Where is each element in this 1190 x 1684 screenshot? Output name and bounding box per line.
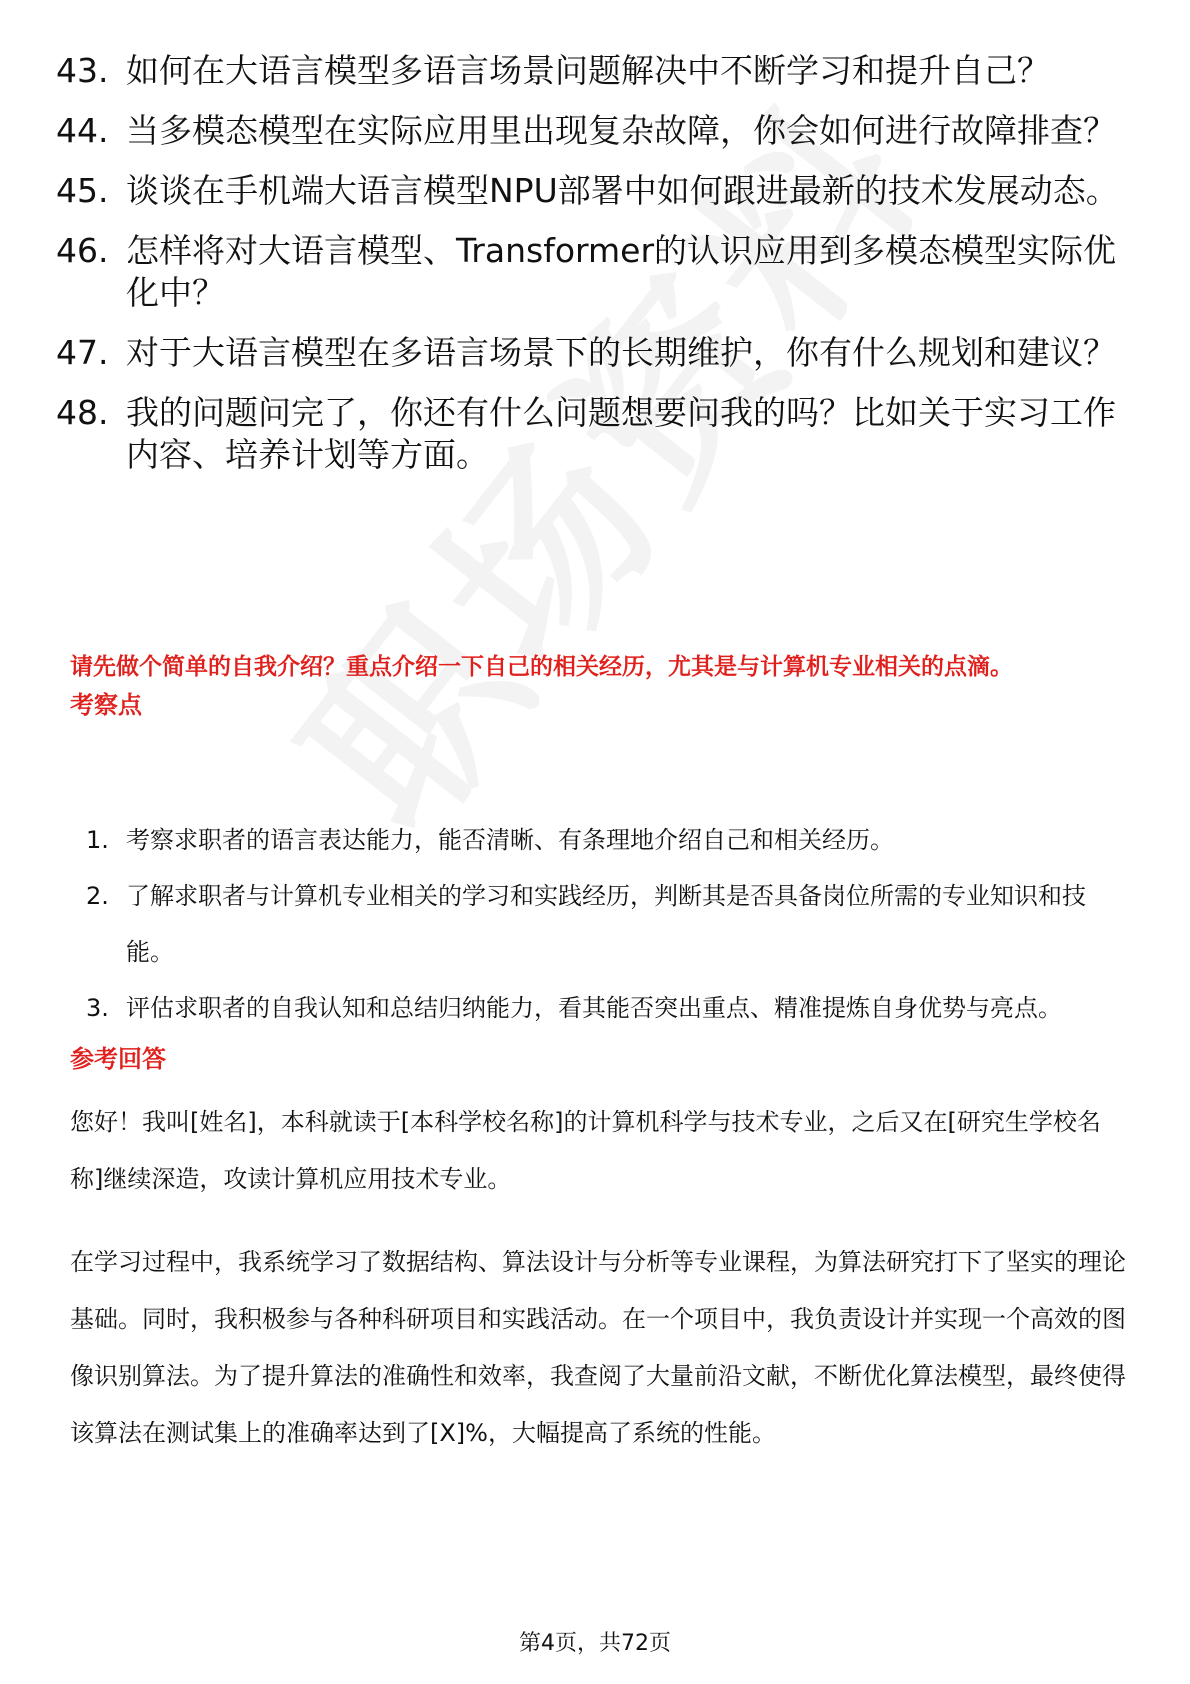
question-number: 44. [56, 111, 109, 150]
question-text: 我的问题问完了，你还有什么问题想要问我的吗？比如关于实习工作内容、培养计划等方面。 [126, 393, 1116, 474]
question-item [56, 230, 1136, 314]
assessment-list [86, 812, 1126, 1036]
assessment-text: 考察求职者的语言表达能力，能否清晰、有条理地介绍自己和相关经历。 [126, 826, 894, 854]
question-item [56, 392, 1136, 476]
assessment-item [86, 812, 1126, 868]
reference-title: 参考回答 [70, 1045, 166, 1073]
question-text: 谈谈在手机端大语言模型NPU部署中如何跟进最新的技术发展动态。 [126, 171, 1119, 210]
question-text: 对于大语言模型在多语言场景下的长期维护，你有什么规划和建议？ [126, 333, 1116, 372]
assessment-number: 3. [86, 994, 109, 1022]
assessment-text: 了解求职者与计算机专业相关的学习和实践经历，判断其是否具备岗位所需的专业知识和技能。 [126, 882, 1086, 966]
question-item [56, 110, 1136, 152]
interview-question-heading: 请先做个简单的自我介绍？重点介绍一下自己的相关经历，尤其是与计算机专业相关的点滴。 [70, 654, 1013, 680]
question-text: 怎样将对大语言模型、Transformer的认识应用到多模态模型实际优化中？ [126, 231, 1117, 312]
question-item [56, 170, 1136, 212]
assessment-text: 评估求职者的自我认知和总结归纳能力，看其能否突出重点、精准提炼自身优势与亮点。 [126, 994, 1062, 1022]
assessment-number: 1. [86, 826, 109, 854]
question-number: 48. [56, 393, 109, 432]
question-number: 45. [56, 171, 109, 210]
page-footer: 第4页，共72页 [519, 1631, 671, 1656]
question-list [56, 50, 1136, 494]
reference-paragraph: 您好！我叫[姓名]，本科就读于[本科学校名称]的计算机科学与技术专业，之后又在[研究生学校名称]继续深造，攻读计算机应用技术专业。 [70, 1108, 1101, 1193]
question-item [56, 332, 1136, 374]
assessment-item [86, 980, 1126, 1036]
question-text: 当多模态模型在实际应用里出现复杂故障，你会如何进行故障排查？ [126, 111, 1116, 150]
question-item [56, 50, 1136, 92]
assessment-item [86, 868, 1126, 980]
question-text: 如何在大语言模型多语言场景问题解决中不断学习和提升自己？ [126, 51, 1050, 90]
reference-paragraph: 在学习过程中，我系统学习了数据结构、算法设计与分析等专业课程，为算法研究打下了坚实的理论基础。同时，我积极参与各种科研项目和实践活动。在一个项目中，我负责设计并实现一个高效的图像识别算法。为了提升算法的准确性和效率，我查阅了大量前沿文献，不断优化算法模型，最终使得该算法在测试集上的准确率达到了[X]%，大幅提高了系统的性能。 [70, 1248, 1126, 1447]
assessment-number: 2. [86, 882, 109, 910]
question-number: 46. [56, 231, 109, 270]
question-number: 43. [56, 51, 109, 90]
assessment-title: 考察点 [70, 691, 142, 719]
question-number: 47. [56, 333, 109, 372]
